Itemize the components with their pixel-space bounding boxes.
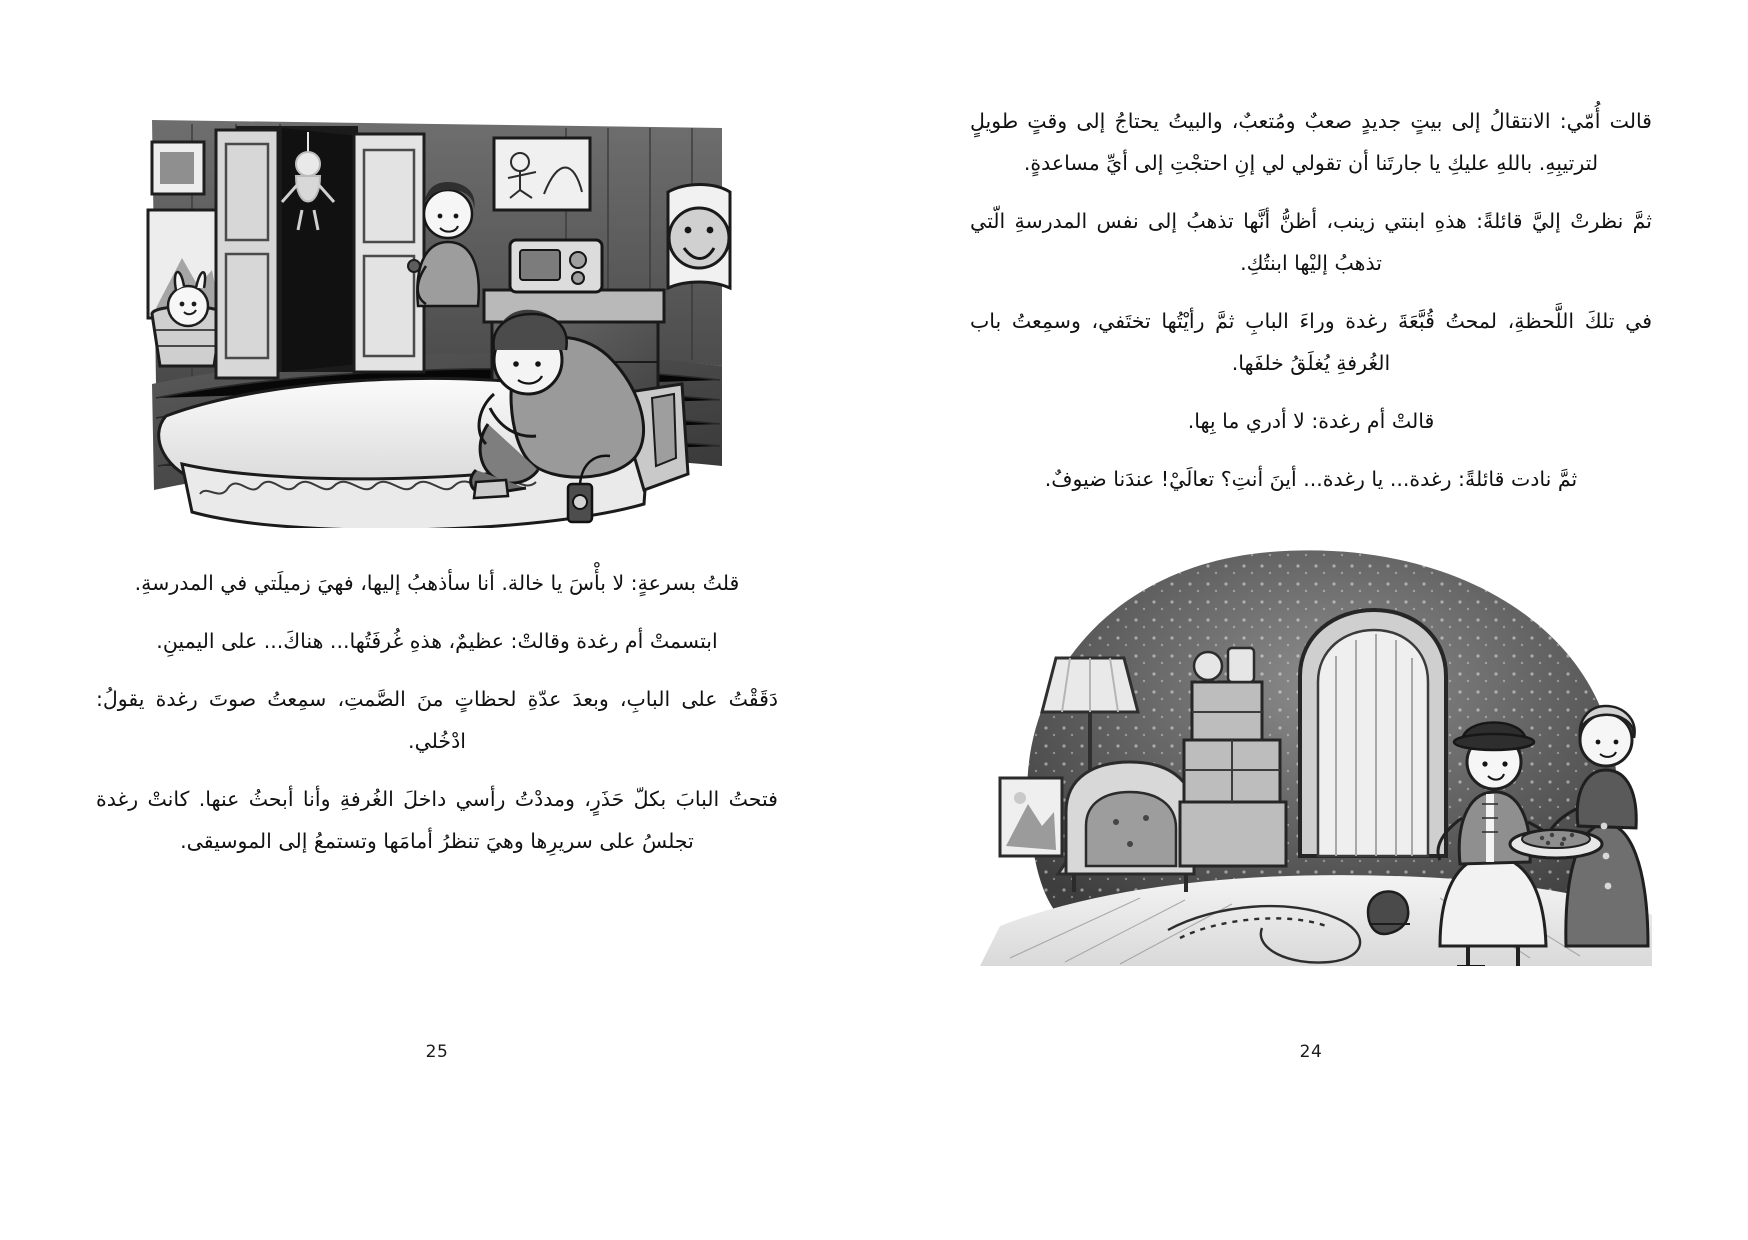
illustration-bedroom-girl-on-bed (96, 98, 778, 528)
paragraph: قالتْ أم رغدة: لا أدري ما بِها. (1187, 409, 1435, 434)
paragraph: قالت أُمّي: الانتقالُ إلى بيتٍ جديدٍ صعبٌ ومُتعبٌ، والبيتُ يحتاجُ إلى وقتٍ طويلٍ لترتيبِهِ. باللهِ عليكِ يا جارتَنا أن تقولي لي إنِ احتجْتِ إلى أيِّ مساعدةٍ. (970, 109, 1652, 176)
page-number: 24 (1299, 1042, 1323, 1062)
text-block-right (970, 100, 1652, 500)
illustration-hallway-with-mother-and-girl (970, 526, 1652, 966)
paragraph: ابتسمتْ أم رغدة وقالتْ: عظيمٌ، هذهِ غُرفَتُها... هناكَ... على اليمينِ. (156, 629, 718, 654)
paragraph: قلتُ بسرعةٍ: لا بأْسَ يا خالة. أنا سأذهبُ إليها، فهيَ زميلَتي في المدرسةِ. (134, 571, 740, 595)
paragraph: دَقَقْتُ على البابِ، وبعدَ عدّةِ لحظاتٍ منَ الصَّمتِ، سمِعتُ صوتَ رغدة يقولُ: ادْخُلي. (96, 687, 778, 754)
paragraph: فتحتُ البابَ بكلّ حَذَرٍ، ومددْتُ رأسي داخلَ الغُرفةِ وأنا أبحثُ عنها. كانتْ رغدة تجلسُ على سريرِها وهيَ تنظرُ أمامَها وتستمعُ إلى الموسيقى. (96, 787, 778, 854)
page-number: 25 (425, 1042, 449, 1062)
paragraph: ثمَّ نظرتْ إليَّ قائلةً: هذهِ ابنتي زينب، أظنُّ أنَّها تذهبُ إلى نفس المدرسةِ الّتي تذهبُ إليْها ابنتُكِ. (970, 209, 1652, 276)
page-right (874, 0, 1748, 1240)
paragraph: ثمَّ نادت قائلةً: رغدة... يا رغدة... أينَ أنتِ؟ تعالَيْ! عندَنا ضيوفٌ. (1044, 467, 1578, 492)
paragraph: في تلكَ اللَّحظةِ، لمحتُ قُبَّعَةَ رغدة وراءَ البابِ ثمَّ رأيْتُها تختَفي، وسمِعتُ باب الغُرفةِ يُغلَقُ خلفَها. (970, 309, 1652, 376)
text-block-left (96, 562, 778, 862)
